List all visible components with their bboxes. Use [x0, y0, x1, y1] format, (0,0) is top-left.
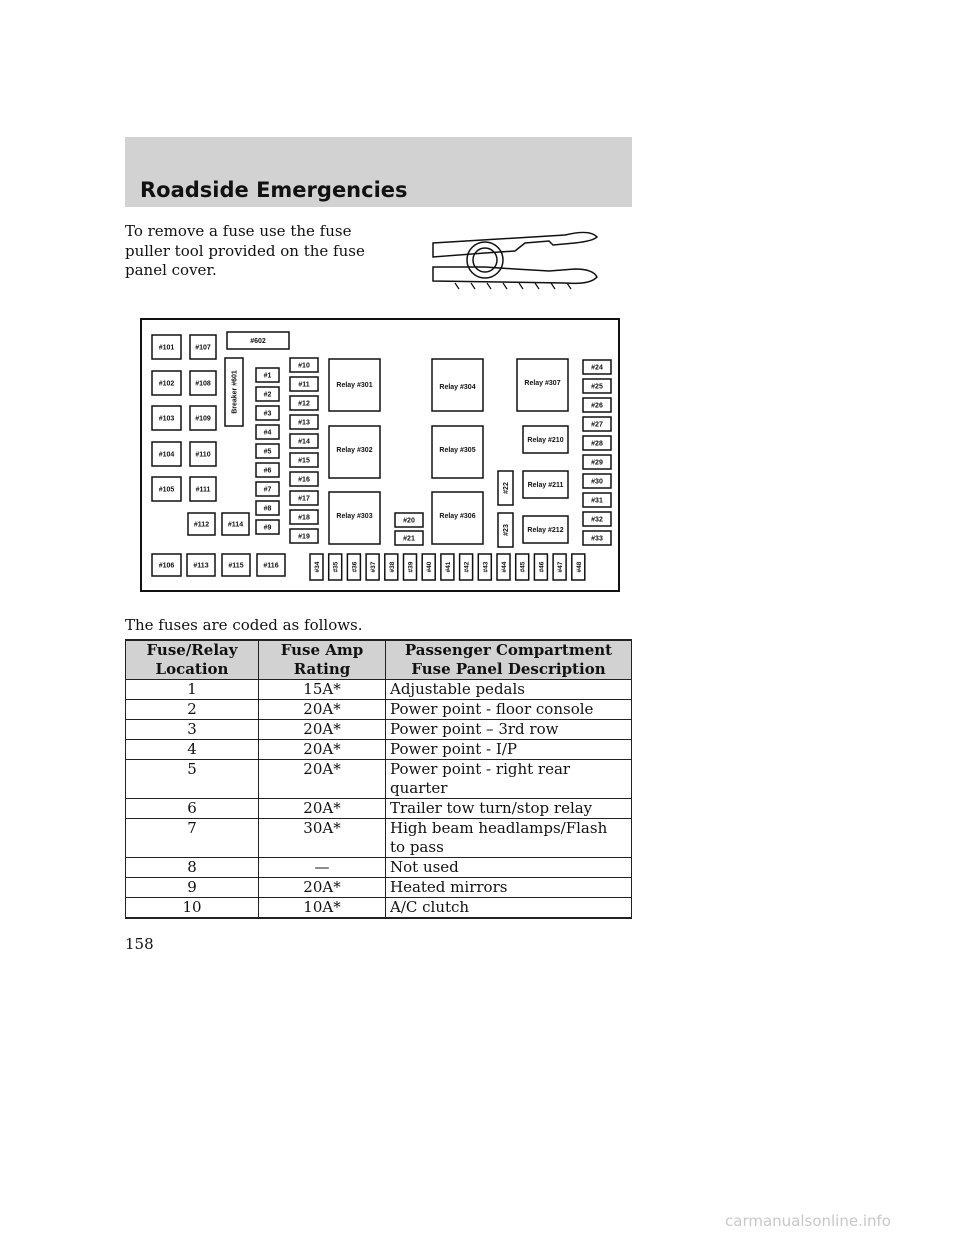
fuse-107	[190, 335, 216, 359]
cell-location: 9	[126, 878, 259, 898]
breaker-602	[227, 332, 289, 349]
fuse-26	[583, 398, 611, 412]
svg-text:#114: #114	[227, 521, 244, 529]
fuse-102	[152, 371, 181, 395]
table-row	[126, 858, 632, 878]
svg-text:#47: #47	[557, 561, 565, 573]
table-row	[126, 720, 632, 740]
cell-location: 8	[126, 858, 259, 878]
fuse-104	[152, 442, 181, 466]
svg-text:#21: #21	[403, 535, 415, 543]
fuse-40	[422, 554, 435, 580]
fuse-111	[190, 477, 216, 501]
svg-text:Relay #301: Relay #301	[336, 382, 373, 389]
relay-307	[517, 359, 568, 411]
svg-text:#44: #44	[501, 561, 508, 573]
fuse-48	[572, 554, 585, 580]
svg-text:Relay #210: Relay #210	[527, 437, 564, 444]
fuse-15	[290, 453, 318, 467]
table-row	[126, 740, 632, 760]
relay-301	[329, 359, 380, 411]
svg-text:#11: #11	[298, 381, 310, 389]
svg-text:#29: #29	[591, 459, 603, 467]
table-row	[126, 700, 632, 720]
cell-description: Heated mirrors	[386, 878, 632, 898]
svg-text:Relay #302: Relay #302	[336, 447, 373, 454]
fuse-29	[583, 455, 611, 469]
svg-text:#27: #27	[591, 421, 603, 429]
fuse-2	[256, 387, 279, 401]
fuse-46	[534, 554, 547, 580]
relay-306	[432, 492, 483, 544]
svg-text:#12: #12	[298, 400, 310, 408]
fuse-17	[290, 491, 318, 505]
fuse-108	[190, 371, 216, 395]
fuse-37	[366, 554, 379, 580]
cell-location: 2	[126, 700, 259, 720]
fuse-43	[478, 554, 491, 580]
fuse-11	[290, 377, 318, 391]
cell-rating: —	[259, 858, 386, 878]
table-row	[126, 680, 632, 700]
column-header-rating: Fuse Amp Rating	[259, 640, 386, 680]
svg-text:#14: #14	[298, 438, 310, 446]
cell-location: 5	[126, 760, 259, 799]
fuse-19	[290, 529, 318, 543]
fuse-21	[395, 531, 423, 545]
breaker-601	[225, 358, 243, 426]
cell-rating: 20A*	[259, 720, 386, 740]
svg-text:#37: #37	[370, 561, 378, 573]
fuse-33	[583, 531, 611, 545]
fuse-38	[385, 554, 398, 580]
relay-304	[432, 359, 483, 411]
fuse-10	[290, 358, 318, 372]
cell-location: 4	[126, 740, 259, 760]
svg-text:#115: #115	[228, 562, 244, 570]
section-title: Roadside Emergencies	[140, 178, 408, 202]
cell-rating: 20A*	[259, 799, 386, 819]
svg-text:#111: #111	[195, 486, 211, 494]
fuse-3	[256, 406, 279, 420]
fuse-105	[152, 477, 181, 501]
svg-text:#110: #110	[195, 451, 211, 459]
cell-description: Adjustable pedals	[386, 680, 632, 700]
table-header-row	[126, 640, 632, 680]
fuse-44	[497, 554, 510, 580]
fuse-4	[256, 425, 279, 439]
fuse-5	[256, 444, 279, 458]
svg-text:Relay #305: Relay #305	[439, 447, 476, 454]
svg-text:#3: #3	[263, 410, 272, 418]
svg-text:#41: #41	[444, 561, 452, 573]
fuse-8	[256, 501, 279, 515]
fuse-34	[310, 554, 323, 580]
svg-text:#112: #112	[193, 521, 210, 529]
svg-text:#34: #34	[314, 561, 321, 573]
fuse-25	[583, 379, 611, 393]
fuse-47	[553, 554, 566, 580]
fuse-panel-diagram	[140, 318, 620, 592]
svg-text:#2: #2	[263, 391, 272, 399]
fuse-39	[404, 554, 417, 580]
svg-text:#45: #45	[519, 561, 527, 573]
svg-text:#25: #25	[591, 383, 603, 391]
table-row	[126, 878, 632, 898]
relay-305	[432, 426, 483, 478]
fuse-24	[583, 360, 611, 374]
svg-text:#42: #42	[463, 561, 471, 573]
svg-text:#46: #46	[538, 561, 546, 573]
svg-text:#19: #19	[298, 533, 310, 541]
svg-text:#40: #40	[426, 561, 434, 573]
cell-description: High beam headlamps/Flash to pass	[386, 819, 632, 858]
table-row	[126, 819, 632, 858]
svg-text:#32: #32	[591, 516, 603, 524]
cell-description: Trailer tow turn/stop relay	[386, 799, 632, 819]
svg-text:#43: #43	[482, 561, 490, 573]
fuse-28	[583, 436, 611, 450]
fuse-41	[441, 554, 454, 580]
svg-text:#116: #116	[263, 562, 279, 570]
svg-text:Relay #212: Relay #212	[527, 527, 564, 534]
fuse-22	[498, 471, 513, 505]
fuse-112	[188, 513, 215, 535]
svg-text:#103: #103	[158, 415, 175, 423]
fuse-106	[152, 554, 181, 576]
fuse-6	[256, 463, 279, 477]
svg-text:#48: #48	[575, 561, 583, 573]
fuse-103	[152, 406, 181, 430]
table-caption: The fuses are coded as follows.	[125, 616, 363, 634]
fuse-116	[257, 554, 285, 576]
fuse-113	[187, 554, 215, 576]
svg-text:#13: #13	[298, 419, 310, 427]
relay-212	[523, 516, 568, 543]
fuse-puller-icon	[425, 225, 605, 295]
fuse-16	[290, 472, 318, 486]
fuse-45	[516, 554, 529, 580]
svg-text:#6: #6	[263, 467, 272, 475]
cell-location: 10	[126, 898, 259, 919]
svg-text:#101: #101	[158, 344, 175, 352]
table-row	[126, 760, 632, 799]
svg-text:Relay #211: Relay #211	[527, 482, 564, 489]
svg-text:#31: #31	[591, 497, 603, 505]
fuse-12	[290, 396, 318, 410]
cell-location: 6	[126, 799, 259, 819]
cell-rating: 15A*	[259, 680, 386, 700]
svg-text:#35: #35	[332, 561, 340, 573]
cell-rating: 20A*	[259, 760, 386, 799]
svg-text:Relay #307: Relay #307	[524, 380, 561, 387]
svg-text:#33: #33	[591, 535, 603, 543]
table-row	[126, 799, 632, 819]
intro-paragraph: To remove a fuse use the fuse puller tool provided on the fuse panel cover.	[125, 222, 365, 279]
fuse-36	[347, 554, 360, 580]
fuse-115	[222, 554, 250, 576]
svg-text:#36: #36	[351, 561, 359, 573]
fuse-114	[222, 513, 249, 535]
fuse-110	[190, 442, 216, 466]
cell-rating: 20A*	[259, 700, 386, 720]
svg-text:#109: #109	[195, 415, 211, 423]
relay-211	[523, 471, 568, 498]
fuse-20	[395, 513, 423, 527]
svg-text:#39: #39	[407, 561, 415, 573]
svg-text:#107: #107	[195, 344, 211, 352]
relay-210	[523, 426, 568, 453]
svg-text:#15: #15	[298, 457, 310, 465]
watermark: carmanualsonline.info	[725, 1212, 891, 1230]
svg-text:Relay #306: Relay #306	[439, 513, 476, 520]
cell-rating: 10A*	[259, 898, 386, 919]
svg-text:#10: #10	[298, 362, 310, 370]
cell-rating: 20A*	[259, 740, 386, 760]
column-header-location: Fuse/Relay Location	[126, 640, 259, 680]
svg-text:Breaker #601: Breaker #601	[231, 370, 239, 414]
cell-location: 7	[126, 819, 259, 858]
page-number: 158	[125, 935, 154, 953]
svg-text:#8: #8	[263, 505, 272, 513]
svg-text:#18: #18	[298, 514, 310, 522]
cell-location: 3	[126, 720, 259, 740]
svg-text:#17: #17	[298, 495, 310, 503]
fuse-18	[290, 510, 318, 524]
fuse-101	[152, 335, 181, 359]
svg-text:#26: #26	[591, 402, 603, 410]
fuse-27	[583, 417, 611, 431]
fuse-14	[290, 434, 318, 448]
cell-description: Power point – 3rd row	[386, 720, 632, 740]
svg-text:#28: #28	[591, 440, 603, 448]
svg-text:#9: #9	[263, 524, 272, 532]
fuse-109	[190, 406, 216, 430]
fuse-35	[329, 554, 342, 580]
fuse-23	[498, 513, 513, 547]
svg-text:#105: #105	[158, 486, 175, 494]
svg-text:#24: #24	[591, 364, 603, 372]
svg-text:Relay #304: Relay #304	[439, 384, 476, 391]
table-row	[126, 898, 632, 919]
cell-location: 1	[126, 680, 259, 700]
fuse-7	[256, 482, 279, 496]
svg-text:#1: #1	[263, 372, 272, 380]
relay-302	[329, 426, 380, 478]
svg-text:#102: #102	[158, 380, 175, 388]
column-header-description: Passenger Compartment Fuse Panel Description	[386, 640, 632, 680]
cell-description: Power point - right rear quarter	[386, 760, 632, 799]
svg-text:#20: #20	[403, 517, 415, 525]
fuse-table	[125, 639, 632, 919]
cell-rating: 30A*	[259, 819, 386, 858]
svg-text:#106: #106	[158, 562, 175, 570]
fuse-30	[583, 474, 611, 488]
svg-text:#602: #602	[250, 338, 266, 345]
relay-303	[329, 492, 380, 544]
svg-text:#113: #113	[193, 562, 209, 570]
fuse-9	[256, 520, 279, 534]
fuse-1	[256, 368, 279, 382]
svg-text:#4: #4	[263, 429, 272, 437]
svg-text:#16: #16	[298, 476, 310, 484]
cell-description: Power point - floor console	[386, 700, 632, 720]
fuse-13	[290, 415, 318, 429]
cell-rating: 20A*	[259, 878, 386, 898]
cell-description: A/C clutch	[386, 898, 632, 919]
svg-text:#22: #22	[503, 482, 510, 494]
cell-description: Not used	[386, 858, 632, 878]
fuse-31	[583, 493, 611, 507]
svg-text:#30: #30	[591, 478, 603, 486]
fuse-32	[583, 512, 611, 526]
svg-text:#38: #38	[388, 561, 396, 573]
cell-description: Power point - I/P	[386, 740, 632, 760]
svg-text:#104: #104	[158, 451, 175, 459]
fuse-42	[460, 554, 473, 580]
svg-text:#108: #108	[195, 380, 211, 388]
svg-text:#7: #7	[263, 486, 272, 494]
svg-text:#23: #23	[503, 524, 510, 536]
svg-text:#5: #5	[263, 448, 272, 456]
svg-text:Relay #303: Relay #303	[336, 513, 373, 520]
